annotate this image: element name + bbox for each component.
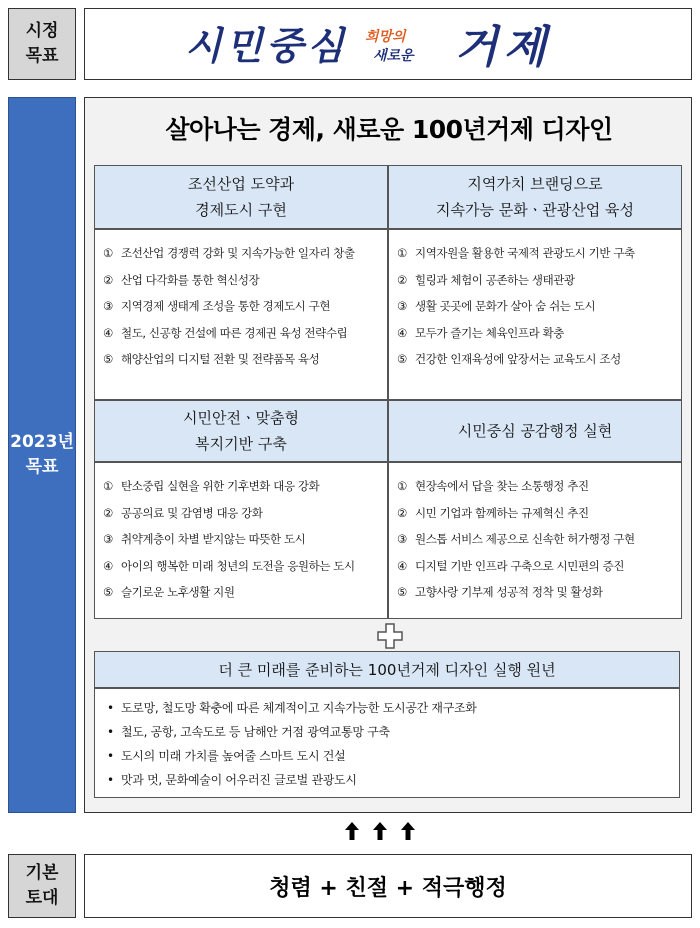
slogan-small-line2: 새로운: [373, 48, 414, 64]
slogan-logo: [85, 9, 693, 81]
slogan-small-line1: 희망의: [365, 29, 406, 45]
vision-slogan-box: [84, 8, 692, 80]
list-item: ④ 철도, 신공항 건설에 따른 경제권 육성 전략수립: [103, 325, 348, 340]
year-label-line1: 2023년: [10, 432, 74, 452]
list-item: ③ 원스톱 서비스 제공으로 신속한 허가행정 구현: [397, 532, 635, 546]
list-item: ① 지역자원을 활용한 국제적 관광도시 기반 구축: [397, 246, 635, 260]
goal-cell-2-title: [388, 165, 682, 229]
goal-cell-4-body: [388, 462, 682, 619]
list-item: • 철도, 공항, 고속도로 등 남해안 거점 광역교통망 구축: [107, 725, 390, 739]
vision-label: [8, 8, 76, 80]
base-principles: 청렴 + 친절 + 적극행정: [84, 854, 692, 918]
goal-cell-3-title-line2: 복지기반 구축: [195, 435, 287, 453]
vision-label-line2: 목표: [25, 46, 59, 66]
list-item: • 맛과 멋, 문화예술이 어우러진 글로벌 관광도시: [107, 773, 357, 787]
base-label-line1: 기본: [25, 863, 59, 883]
list-item: • 도시의 미래 가치를 높여줄 스마트 도시 건설: [107, 749, 346, 763]
goal-cell-4-title: [388, 400, 682, 462]
goal-cell-3-body: [94, 462, 388, 619]
list-item: ⑤ 고향사랑 기부제 성공적 정착 및 활성화: [397, 585, 603, 599]
year-label-line2: 목표: [25, 457, 59, 477]
list-item: ④ 모두가 즐기는 체육인프라 확충: [397, 325, 564, 340]
list-item: ③ 취약계층이 차별 받지않는 따뜻한 도시: [103, 532, 306, 546]
list-item: ① 현장속에서 답을 찾는 소통행정 추진: [397, 479, 589, 493]
list-item: ② 공공의료 및 감염병 대응 강화: [103, 505, 263, 520]
goal-cell-3-title: [94, 400, 388, 462]
goal-cell-1-body: [94, 229, 388, 400]
base-label: [8, 854, 76, 918]
list-item: ④ 아이의 행복한 미래 청년의 도전을 응원하는 도시: [103, 558, 355, 573]
list-item: ② 시민 기업과 함께하는 규제혁신 추진: [397, 505, 589, 520]
list-item: ② 산업 다각화를 통한 혁신성장: [103, 272, 260, 287]
list-item: ① 조선산업 경쟁력 강화 및 지속가능한 일자리 창출: [103, 246, 355, 260]
list-item: ④ 디지털 기반 인프라 구축으로 시민편의 증진: [397, 558, 625, 573]
slogan-part1: 시민중심: [185, 24, 348, 68]
goal-cell-4-title-line1: 시민중심 공감행정 실현: [457, 422, 613, 440]
list-item: ① 탄소중립 실현을 위한 기후변화 대응 강화: [103, 479, 320, 493]
execution-body: [94, 688, 680, 798]
slogan-part2: 거제: [455, 22, 553, 73]
goal-cell-1-title-line2: 경제도시 구현: [195, 201, 287, 219]
list-item: ⑤ 해양산업의 디지털 전환 및 전략품목 육성: [103, 352, 320, 366]
goal-cell-2-body: [388, 229, 682, 400]
plus-icon: [375, 622, 405, 650]
list-item: ⑤ 슬기로운 노후생활 지원: [103, 585, 235, 599]
goal-cell-2-title-line2: 지속가능 문화ㆍ관광산업 육성: [436, 201, 634, 219]
list-item: ③ 지역경제 생태계 조성을 통한 경제도시 구현: [103, 299, 331, 313]
goal-cell-3-title-line1: 시민안전ㆍ맞춤형: [183, 409, 299, 427]
up-arrow-icon: [342, 820, 418, 842]
base-label-line2: 토대: [25, 888, 59, 908]
list-item: • 도로망, 철도망 확충에 따른 체계적이고 지속가능한 도시공간 재구조화: [107, 701, 477, 715]
list-item: ② 힐링과 체험이 공존하는 생태관광: [397, 272, 575, 287]
goal-cell-1-title-line1: 조선산업 도약과: [187, 175, 295, 193]
vision-label-line1: 시정: [25, 21, 59, 41]
execution-title: 더 큰 미래를 준비하는 100년거제 디자인 실행 원년: [94, 651, 680, 688]
goal-cell-1-title: [94, 165, 388, 229]
year-goal-label: [8, 97, 76, 813]
list-item: ⑤ 건강한 인재육성에 앞장서는 교육도시 조성: [397, 352, 621, 366]
goal-cell-2-title-line1: 지역가치 브랜딩으로: [467, 175, 603, 193]
list-item: ③ 생활 곳곳에 문화가 살아 숨 쉬는 도시: [397, 299, 596, 313]
main-title: 살아나는 경제, 새로운 100년거제 디자인: [165, 115, 613, 144]
